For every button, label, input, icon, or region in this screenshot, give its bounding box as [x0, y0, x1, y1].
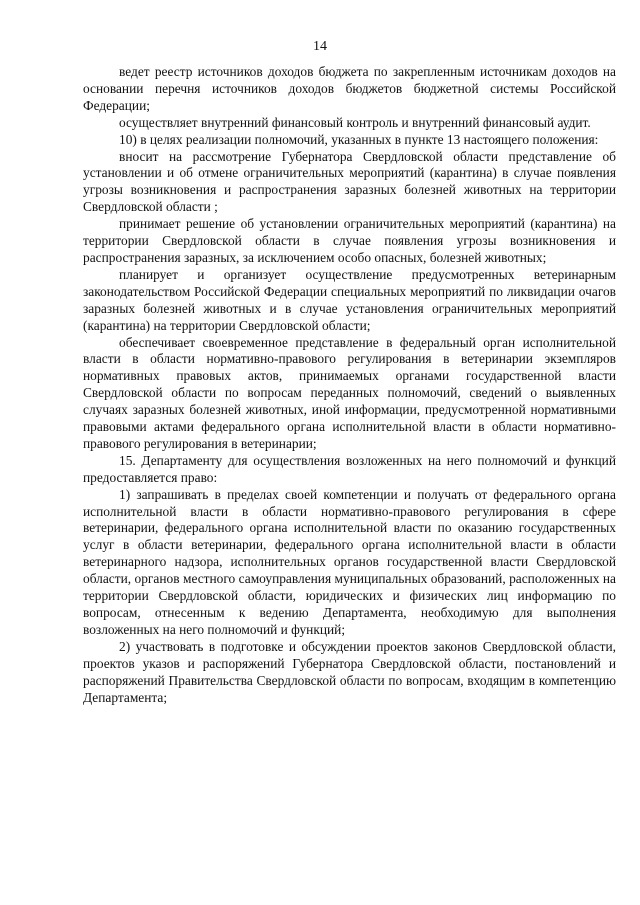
- paragraph-item-15-heading: 15. Департаменту для осуществления возложенных на него полномочий и функций предоставляется право:: [83, 452, 616, 485]
- paragraph-quarantine-proposal: вносит на рассмотрение Губернатора Свердловской области представление об установлении и об отмене ограничительных мероприятий (карантина) в случае появления угрозы возникновения и распространения заразных болезней животных на территории Свердловской области ;: [83, 148, 616, 215]
- document-body: [83, 64, 616, 706]
- paragraph-right-2-participate-in-drafting: 2) участвовать в подготовке и обсуждении проектов законов Свердловской области, проектов указов и распоряжений Губернатора Свердловской области, постановлений и распоряжений Правительства Свердловской области по вопросам, входящим в компетенцию Департамента;: [83, 638, 616, 705]
- page-number: 14: [313, 39, 327, 54]
- paragraph-item-10: 10) в целях реализации полномочий, указанных в пункте 13 настоящего положения:: [119, 131, 599, 147]
- paragraph-internal-financial-control: осуществляет внутренний финансовый контроль и внутренний финансовый аудит.: [119, 114, 591, 130]
- paragraph-timely-submission: обеспечивает своевременное представление в федеральный орган исполнительной власти в области нормативно-правового регулирования в ветеринарии экземпляров нормативных правовых актов, принимаемых органами государственной власти Свердловской области по вопросам переданных полномочий, сведений о выявленных случаях заразных болезней животных, иной информации, предусмотренной нормативными правовыми актами федерального органа исполнительной власти в области нормативно-правового регулирования в ветеринарии;: [83, 334, 616, 451]
- paragraph-special-measures: планирует и организует осуществление предусмотренных ветеринарным законодательством Российской Федерации специальных мероприятий по ликвидации очагов заразных болезней животных и в случае установления ограничительных мероприятий (карантина) на территории Свердловской области;: [83, 266, 616, 333]
- paragraph-registry-of-revenue-sources: ведет реестр источников доходов бюджета по закрепленным источникам доходов на основании перечня источников доходов бюджетов бюджетной системы Российской Федерации;: [83, 64, 616, 113]
- paragraph-quarantine-decision: принимает решение об установлении ограничительных мероприятий (карантина) на территории Свердловской области в случае появления угрозы возникновения и распространения заразных, за исключением особо опасных, болезней животных;: [83, 216, 616, 265]
- paragraph-right-1-request-information: 1) запрашивать в пределах своей компетенции и получать от федерального органа исполнительной власти в области нормативно-правового регулирования в сфере ветеринарии, федерального органа исполнительной власти по оказанию государственных услуг в области ветеринарии, федерального органа исполнительной власти в области ветеринарного надзора, исполнительных органов государственной власти Свердловской области, органов местного самоуправления муниципальных образований, расположенных на территории Свердловской области, юридических и физических лиц информацию по вопросам, отнесенным к ведению Департамента, необходимую для выполнения возложенных на него полномочий и функций;: [83, 486, 616, 637]
